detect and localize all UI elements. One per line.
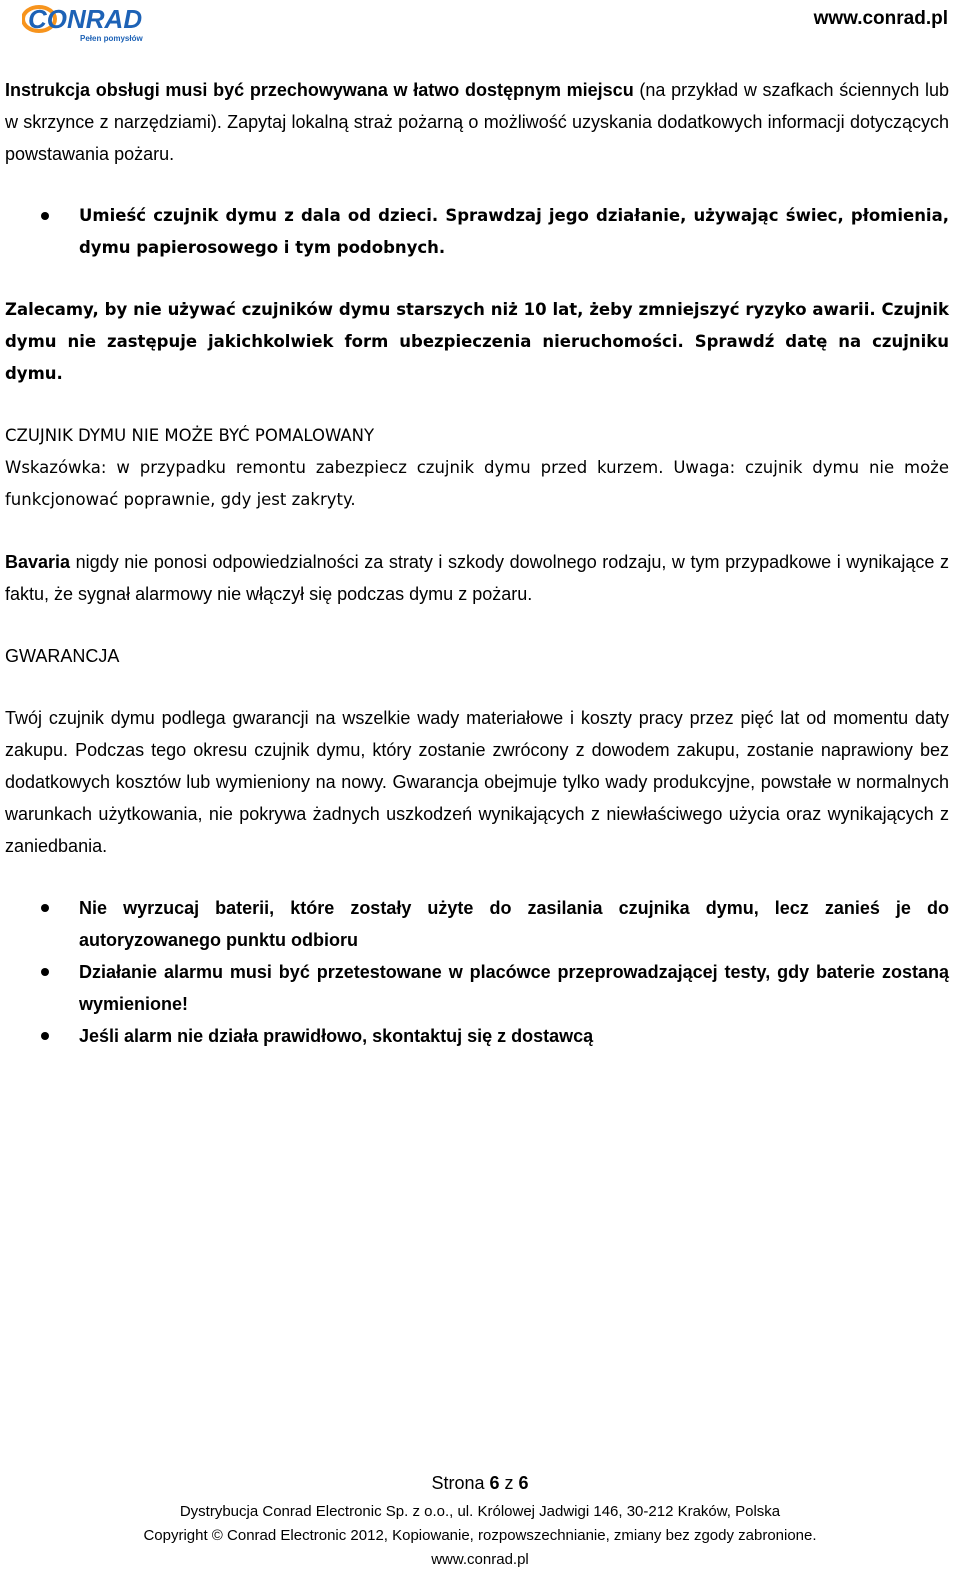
list-item: Nie wyrzucaj baterii, które zostały użyte do zasilania czujnika dymu, lecz zanieś je do autoryzowanego punktu odbioru (5, 892, 949, 956)
storage-paragraph-rest: (na przykład w szafkach ściennych lub w skrzynce z narzędziami). Zapytaj lokalną straż pożarną o możliwość uzyskania dodatkowych informacji dotyczących powstawania pożaru. (5, 80, 949, 164)
age-recommendation-paragraph: Zalecamy, by nie używać czujników dymu starszych niż 10 lat, żeby zmniejszyć ryzyko awarii. Czujnik dymu nie zastępuje jakichkolwiek form ubezpieczenia nieruchomości. Sprawdź datę na czujniku dymu. (5, 300, 949, 383)
liability-paragraph (5, 546, 949, 610)
storage-paragraph-bold: Instrukcja obsługi musi być przechowywana w łatwo dostępnym miejscu (5, 80, 634, 100)
page-of: z (504, 1473, 514, 1493)
header-site-url: www.conrad.pl (813, 8, 948, 29)
warranty-paragraph: Twój czujnik dymu podlega gwarancji na wszelkie wady materiałowe i koszty pracy przez pięć lat od momentu daty zakupu. Podczas tego okresu czujnik dymu, który zostanie zwrócony z dowodem zakupu, zostanie naprawiony bez dodatkowych kosztów lub wymieniony na nowy. Gwarancja obejmuje tylko wady produkcyjne, powstałe w normalnych warunkach użytkowania, nie pokrywa żadnych uszkodzeń wynikających z niewłaściwego użycia oraz wynikających z zaniedbania. (5, 708, 949, 856)
page-total: 6 (518, 1473, 529, 1493)
main-content (5, 74, 949, 1052)
storage-paragraph (5, 74, 949, 170)
dust-tip-paragraph: Wskazówka: w przypadku remontu zabezpiecz czujnik dymu przed kurzem. Uwaga: czujnik dymu nie może funkcjonować poprawnie, gdy jest zakryty. (5, 458, 949, 509)
list-item: Jeśli alarm nie działa prawidłowo, skontaktuj się z dostawcą (5, 1020, 949, 1052)
list-item: Działanie alarmu musi być przetestowane w placówce przeprowadzającej testy, gdy baterie zostaną wymienione! (5, 956, 949, 1020)
page-footer (0, 1472, 960, 1572)
page-word: Strona (431, 1473, 485, 1493)
distributor-line: Dystrybucja Conrad Electronic Sp. z o.o., ul. Królowej Jadwigi 146, 30-212 Kraków, Polska (179, 1503, 781, 1520)
logo-tagline: Pełen pomysłów (80, 34, 143, 43)
page-number (0, 1472, 960, 1494)
copyright-line: Copyright © Conrad Electronic 2012, Kopiowanie, rozpowszechnianie, zmiany bez zgody zabronione. (143, 1527, 817, 1544)
brand-name: Bavaria (5, 552, 71, 572)
battery-bullet-list (5, 892, 949, 1052)
conrad-logo (22, 4, 144, 46)
logo-wordmark: CONRAD (28, 4, 143, 34)
page-header (0, 0, 960, 48)
list-item: Umieść czujnik dymu z dala od dzieci. Sprawdzaj jego działanie, używając świec, płomienia, dymu papierosowego i tym podobnych. (5, 200, 949, 264)
warranty-heading: GWARANCJA (5, 646, 120, 666)
liability-text: nigdy nie ponosi odpowiedzialności za straty i szkody dowolnego rodzaju, w tym przypadkowe i wynikające z faktu, że sygnał alarmowy nie włączył się podczas dymu z pożaru. (5, 552, 949, 604)
footer-site-url: www.conrad.pl (431, 1551, 529, 1568)
children-bullet-list (5, 200, 949, 264)
no-paint-heading: CZUJNIK DYMU NIE MOŻE BYĆ POMALOWANY (5, 426, 375, 445)
page-current: 6 (489, 1473, 500, 1493)
